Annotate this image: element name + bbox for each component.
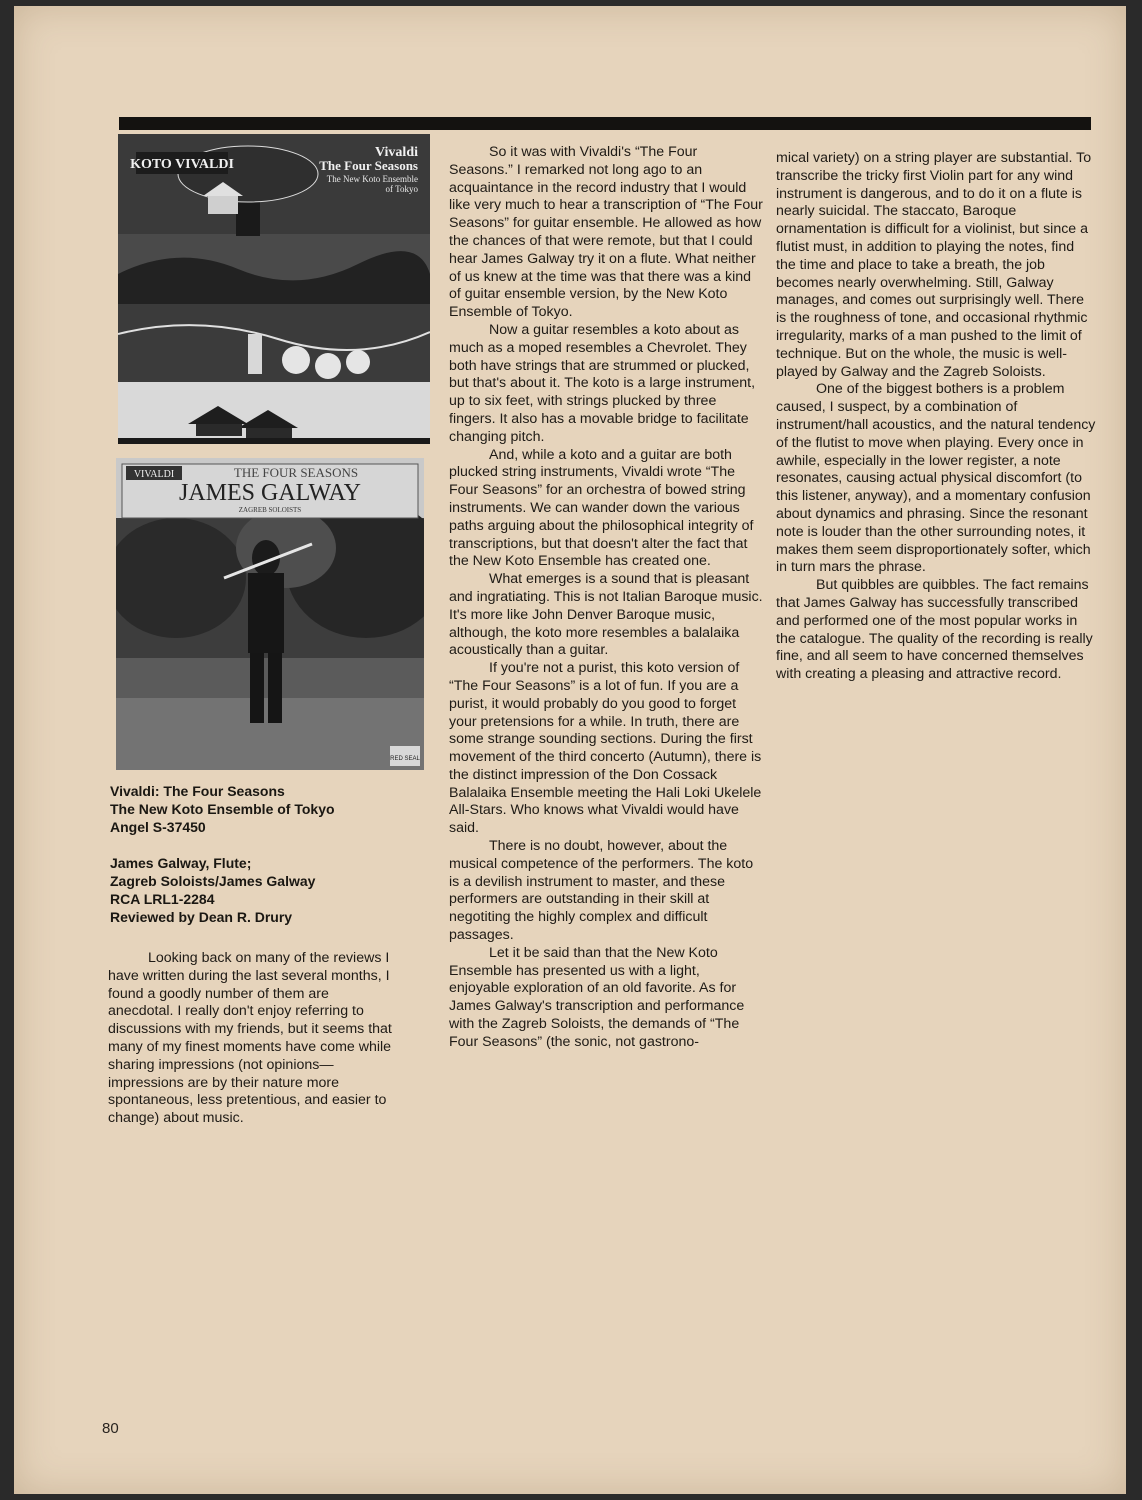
koto-cover-subtitle: Vivaldi	[374, 145, 418, 160]
caption-line: The New Koto Ensemble of Tokyo	[110, 801, 335, 817]
article-column-1	[108, 950, 393, 1128]
paragraph: Now a guitar resembles a koto about as much as a moped resembles a Chevrolet. They both have strings that are strummed or plucked, but that's about it. The koto is a large instrument, up to six feet, with strings plucked by three fingers. It also has a movable bridge to facilitate changing pitch.	[449, 321, 756, 445]
caption-line: Reviewed by Dean R. Drury	[110, 909, 293, 925]
review-caption	[110, 782, 410, 926]
galway-cover-work: THE FOUR SEASONS	[233, 465, 359, 480]
page-number: 80	[102, 1420, 119, 1437]
paragraph: Looking back on many of the reviews I have written during the last several months, I found a goodly number of them are anecdotal. I really don't enjoy referring to discussions with my friends, but it seems that many of my finest moments have come while sharing impressions (not opinions—impressions are by their nature more spontaneous, less pretentious, and easier to change) about music.	[108, 950, 392, 1127]
caption-line: RCA LRL1-2284	[110, 891, 215, 907]
paragraph: There is no doubt, however, about the musical competence of the performers. The koto is a devilish instrument to master, and these performers are outstanding in their skill at negotiting the highly complex and difficult passages.	[449, 838, 754, 944]
koto-cover-work: The Four Seasons	[319, 158, 418, 173]
article-column-3	[776, 150, 1096, 684]
koto-cover-artwork	[118, 134, 430, 444]
caption-line: Angel S-37450	[110, 819, 206, 835]
paragraph: One of the biggest bothers is a problem caused, I suspect, by a combination of instrument/hall acoustics, and the natural tendency of the flutist to move when playing. Every once in awhile, especially in the lower register, a note resonates, causing actual physical discomfort (to this listener, anyway), and a momentary confusion about dynamics and phrasing. Since the resonant note is louder than the other surrounding notes, it makes them seem disproportionately softer, which in turn mars the phrase.	[776, 381, 1096, 576]
koto-cover-ensemble: The New Koto Ensemble	[326, 174, 418, 184]
paragraph: mical variety) on a string player are substantial. To transcribe the tricky first Violin part for any wind instrument is dangerous, and to do it on a flute is nearly suicidal. The staccato, Baroque ornamentation is difficult for a violinist, but since a flutist must, in addition to playing the notes, find the time and place to take a breath, the job becomes nearly overwhelming. Still, Galway manages, and comes out surprisingly well. There is the roughness of tone, and occasional rhythmic irregularity, marks of a man pushed to the limit of technique. But on the whole, the music is well-played by Galway and the Zagreb Soloists.	[776, 150, 1092, 380]
album-cover-koto-vivaldi	[118, 134, 430, 444]
galway-cover-photo	[116, 458, 424, 770]
caption-line: James Galway, Flute;	[110, 855, 252, 871]
koto-cover-city: of Tokyo	[385, 184, 418, 194]
paragraph: But quibbles are quibbles. The fact remains that James Galway has successfully transcribed and performed one of the most popular works in the catalogue. The quality of the recording is really fine, and all seem to have concerned themselves with creating a pleasing and attractive record.	[776, 577, 1093, 683]
caption-line: Vivaldi: The Four Seasons	[110, 783, 285, 799]
galway-cover-label: RED SEAL	[390, 756, 420, 762]
paragraph: And, while a koto and a guitar are both plucked string instruments, Vivaldi wrote “The Four Seasons” for an orchestra of bowed string instruments. We can wander down the various paths arguing about the philosophical integrity of transcriptions, but that doesn't alter the fact that the New Koto Ensemble has created one.	[449, 446, 754, 570]
caption-line: Zagreb Soloists/James Galway	[110, 873, 316, 889]
galway-cover-ensemble: ZAGREB SOLOISTS	[238, 506, 302, 514]
paragraph: So it was with Vivaldi's “The Four Seasons.” I remarked not long ago to an acquaintance in the record industry that I would like very much to hear a transcription of “The Four Seasons” for guitar ensemble. He allowed as how the chances of that were remote, but that I could hear James Galway try it on a flute. What neither of us knew at the time was that there was a kind of guitar ensemble version, by the New Koto Ensemble of Tokyo.	[449, 144, 763, 321]
galway-cover-badge: VIVALDI	[133, 469, 175, 480]
galway-cover-artist: JAMES GALWAY	[178, 480, 362, 506]
paragraph: If you're not a purist, this koto version of “The Four Seasons” is a lot of fun. If you are a purist, it would probably do you good to forget your pretensions for a while. In truth, there are some strange sounding sections. During the first movement of the third concerto (Autumn), there is the distinct impression of the Don Cossack Balalaika Ensemble meeting the Hali Loki Ukelele All-Stars. Who knows what Vivaldi would have said.	[449, 660, 762, 837]
paragraph: What emerges is a sound that is pleasant and ingratiating. This is not Italian Baroque music. It's more like John Denver Baroque music, although, the koto more resembles a balalaika acoustically than a guitar.	[449, 571, 763, 659]
album-cover-james-galway	[116, 458, 424, 770]
paragraph: Let it be said than that the New Koto Ensemble has presented us with a light, enjoyable exploration of an old favorite. As for James Galway's transcription and performance with the Zagreb Soloists, the demands of “The Four Seasons” (the sonic, not gastrono-	[449, 944, 745, 1050]
article-column-2	[449, 144, 764, 1052]
koto-cover-title: KOTO VIVALDI	[130, 157, 234, 172]
header-rule	[119, 117, 1091, 130]
magazine-page	[14, 6, 1126, 1494]
